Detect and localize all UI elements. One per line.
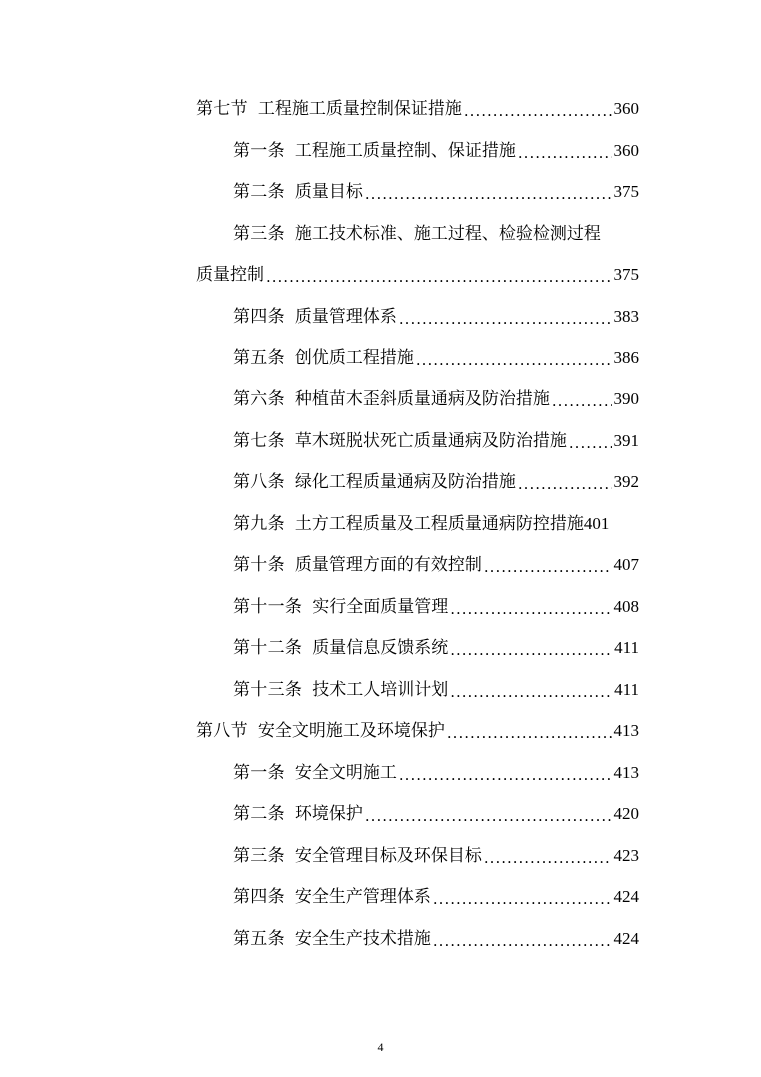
dot-leader [484,556,612,576]
dot-leader [365,183,612,203]
toc-entry-title: 工程施工质量控制保证措施 [257,99,462,119]
toc-entry-page: 423 [613,846,639,865]
toc-entry-label: 第五条 [233,348,285,368]
dot-leader [450,681,612,701]
dot-leader [569,432,612,452]
toc-entry-label: 第五条 [233,929,285,949]
toc-entry-page: 408 [613,597,639,616]
toc-entry[interactable] [233,179,639,203]
dot-leader [365,805,612,825]
toc-entry-label: 第十一条 [233,597,303,617]
toc-entry-title: 质量管理体系 [294,307,397,327]
toc-entry-page: 411 [614,680,639,699]
toc-entry-title: 工程施工质量控制、保证措施 [294,141,516,161]
toc-entry-label: 第三条 [233,846,285,866]
dot-leader [266,266,612,286]
dot-leader [464,100,612,120]
toc-entry-label: 第七条 [233,431,285,451]
dot-leader [433,930,612,950]
toc-entry-label: 第九条 [233,514,285,534]
dot-leader [450,639,612,659]
toc-entry-title: 绿化工程质量通病及防治措施 [294,472,516,492]
dot-leader [484,847,612,867]
toc-entry-title: 安全生产技术措施 [294,929,431,949]
toc-entry-page: 424 [613,929,639,948]
toc-entry-label: 第四条 [233,307,285,327]
dot-leader [518,473,612,493]
toc-entry-label: 第六条 [233,389,285,409]
toc-entry-label: 第二条 [233,182,285,202]
toc-entry-page: 375 [613,182,639,201]
toc-entry-page: 360 [613,99,639,118]
toc-entry[interactable] [233,677,639,701]
toc-entry-label: 第八条 [233,472,285,492]
toc-entry-title: 实行全面质量管理 [312,597,449,617]
toc-entry-label: 第八节 [196,721,248,741]
dot-leader [399,308,612,328]
toc-entry-title: 种植苗木歪斜质量通病及防治措施 [294,389,550,409]
toc-entry-continuation[interactable] [196,262,639,286]
toc-entry-page: 375 [613,265,639,284]
toc-entry-label: 第十三条 [233,680,303,700]
toc-entry-title: 施工技术标准、施工过程、检验检测过程 [294,224,601,244]
toc-entry-page: 386 [613,348,639,367]
toc-entry-label: 第四条 [233,887,285,907]
toc-entry[interactable] [233,760,639,784]
toc-entry-page: 360 [613,141,639,160]
toc-entry-title: 创优质工程措施 [294,348,414,368]
toc-entry-label: 第十二条 [233,638,303,658]
toc-entry-title: 草木斑脱状死亡质量通病及防治措施 [294,431,567,451]
dot-leader [450,598,611,618]
toc-entry-page: 413 [613,763,639,782]
toc-entry[interactable] [196,718,639,742]
toc-entry-page: 411 [614,638,639,657]
toc-entry-title: 质量信息反馈系统 [312,638,449,658]
dot-leader [399,764,612,784]
dot-leader [447,722,612,742]
toc-entry[interactable] [233,801,639,825]
dot-leader [552,390,612,410]
toc-entry-page: 401 [583,514,610,533]
toc-entry-title: 质量管理方面的有效控制 [294,555,482,575]
toc-entry-label: 第二条 [233,804,285,824]
toc-entry-title: 土方工程质量及工程质量通病防控措施 [294,514,584,534]
toc-entry-page: 383 [613,307,639,326]
toc-entry[interactable] [233,843,639,867]
toc-entry[interactable] [233,594,639,618]
toc-entry-label: 第一条 [233,763,285,783]
dot-leader [518,142,612,162]
toc-entry-page: 424 [613,887,639,906]
toc-entry-title: 环境保护 [294,804,363,824]
toc-entry-page: 392 [613,472,639,491]
toc-entry-page: 420 [613,804,639,823]
toc-entry[interactable] [233,552,639,576]
toc-entry-title: 安全文明施工 [294,763,397,783]
toc-entry-label: 第一条 [233,141,285,161]
toc-entry[interactable] [233,221,639,245]
toc-entry-title: 质量控制 [196,265,264,285]
toc-entry-label: 第七节 [196,99,248,119]
toc-entry-title: 安全生产管理体系 [294,887,431,907]
toc-entry-title: 安全文明施工及环境保护 [257,721,445,741]
toc-entry-label: 第十条 [233,555,285,575]
toc-entry[interactable] [233,884,639,908]
toc-entry[interactable] [233,345,639,369]
toc-entry[interactable] [233,511,639,535]
dot-leader [416,349,612,369]
toc-entry[interactable] [233,469,639,493]
toc-entry-title: 技术工人培训计划 [312,680,449,700]
page-number: 4 [377,1040,384,1054]
toc-entry-page: 407 [613,555,639,574]
toc-entry[interactable] [233,428,639,452]
toc-entry[interactable] [233,138,639,162]
toc-entry[interactable] [233,926,639,950]
dot-leader [433,888,612,908]
toc-entry-page: 390 [613,389,639,408]
toc-entry-label: 第三条 [233,224,285,244]
toc-entry-title: 安全管理目标及环保目标 [294,846,482,866]
toc-entry-page: 391 [613,431,639,450]
toc-entry-title: 质量目标 [294,182,363,202]
toc-entry[interactable] [233,635,639,659]
toc-entry[interactable] [196,96,639,120]
toc-entry[interactable] [233,386,639,410]
toc-entry-page: 413 [613,721,639,740]
toc-entry[interactable] [233,304,639,328]
